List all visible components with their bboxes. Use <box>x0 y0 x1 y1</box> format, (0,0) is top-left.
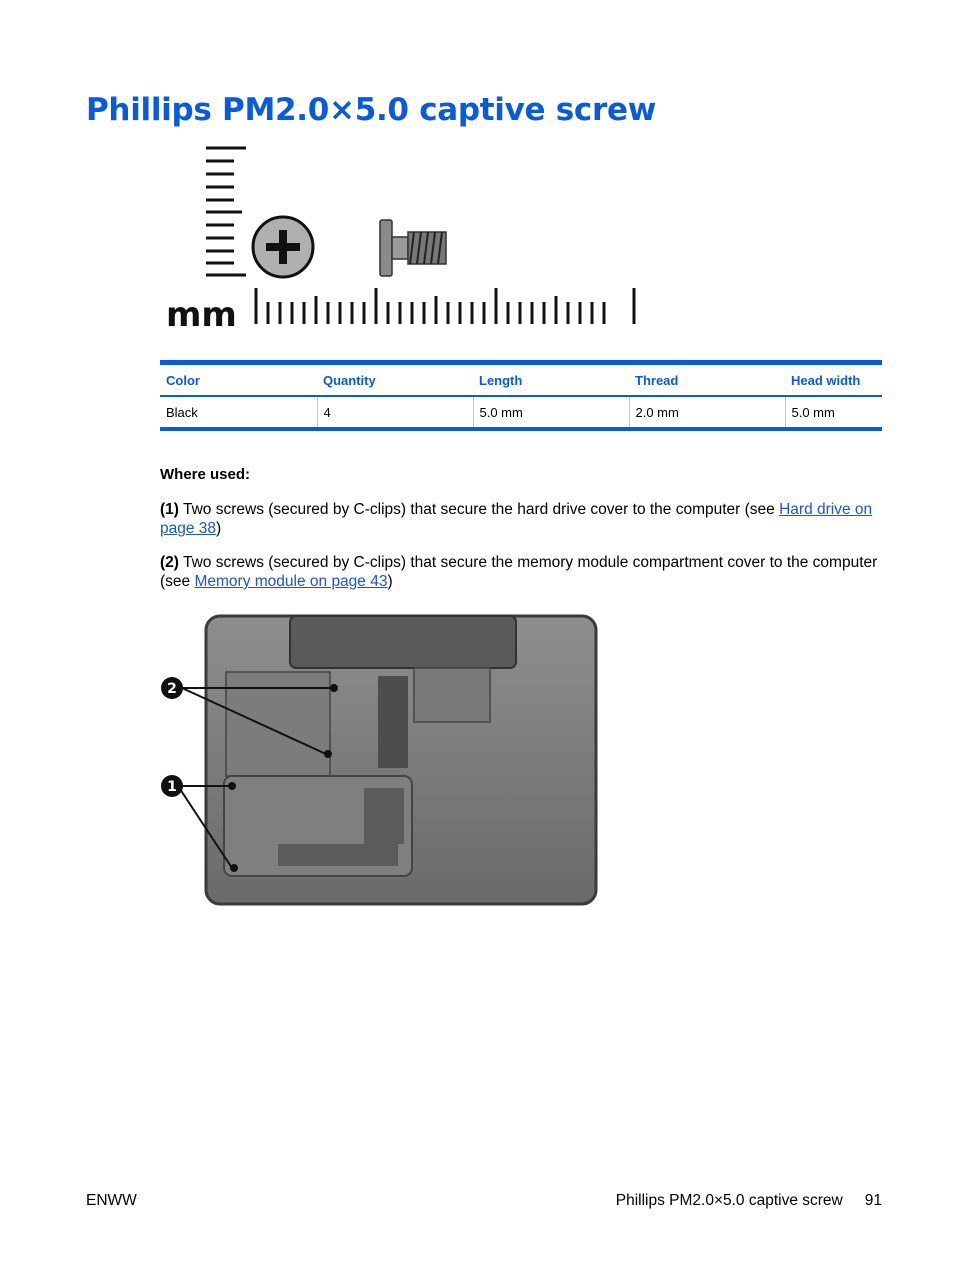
item-2-close: ) <box>387 573 393 590</box>
item-2-text: Two screws (secured by C-clips) that secure the memory module compartment cover to the computer (see <box>160 554 878 590</box>
item-1-number: (1) <box>160 501 179 518</box>
screw-scale-figure <box>160 140 650 340</box>
cell-head-width: 5.0 mm <box>785 396 882 429</box>
battery-bay <box>290 616 516 668</box>
header-head-width: Head width <box>791 372 861 388</box>
footer-right <box>616 1192 882 1210</box>
lower-vent <box>278 844 398 866</box>
item-2-number: (2) <box>160 554 179 571</box>
cell-quantity: 4 <box>317 396 473 429</box>
vent-grille <box>378 676 408 768</box>
where-used-heading: Where used: <box>160 466 251 483</box>
footer-left: ENWW <box>86 1192 137 1209</box>
cell-thread: 2.0 mm <box>629 396 785 429</box>
header-quantity: Quantity <box>323 372 376 388</box>
vertical-ruler <box>206 148 246 275</box>
table-row <box>160 396 882 429</box>
hard-drive-link[interactable]: Hard drive on page 38 <box>160 501 873 537</box>
page-number: 91 <box>864 1192 882 1209</box>
item-1-close: ) <box>216 520 222 537</box>
header-length: Length <box>479 372 523 388</box>
screw-spec-table <box>160 360 882 431</box>
phillips-head-icon <box>253 217 313 277</box>
callout-1 <box>161 775 183 797</box>
wlan-cover <box>414 668 490 722</box>
where-used-item-2 <box>160 553 882 591</box>
horizontal-ruler <box>256 288 634 324</box>
callout-2 <box>161 677 183 699</box>
laptop-bottom-figure <box>158 612 600 908</box>
header-color: Color <box>166 372 200 388</box>
cell-color: Black <box>166 404 198 420</box>
footer-section: Phillips PM2.0×5.0 captive screw <box>615 1192 843 1209</box>
cell-length: 5.0 mm <box>473 396 629 429</box>
side-vent <box>364 788 404 844</box>
callout-1-label: 1 <box>167 779 177 795</box>
where-used-item-1 <box>160 500 882 538</box>
table-header-row <box>160 363 882 397</box>
scale-unit-label: mm <box>166 295 237 335</box>
screw-side-view-icon <box>380 220 446 276</box>
memory-module-link[interactable]: Memory module on page 43 <box>194 573 388 590</box>
callout-2-label: 2 <box>167 681 177 697</box>
page-title: Phillips PM2.0×5.0 captive screw <box>86 92 657 128</box>
item-1-text: Two screws (secured by C-clips) that secure the hard drive cover to the computer (see <box>178 501 780 518</box>
header-thread: Thread <box>635 372 679 388</box>
